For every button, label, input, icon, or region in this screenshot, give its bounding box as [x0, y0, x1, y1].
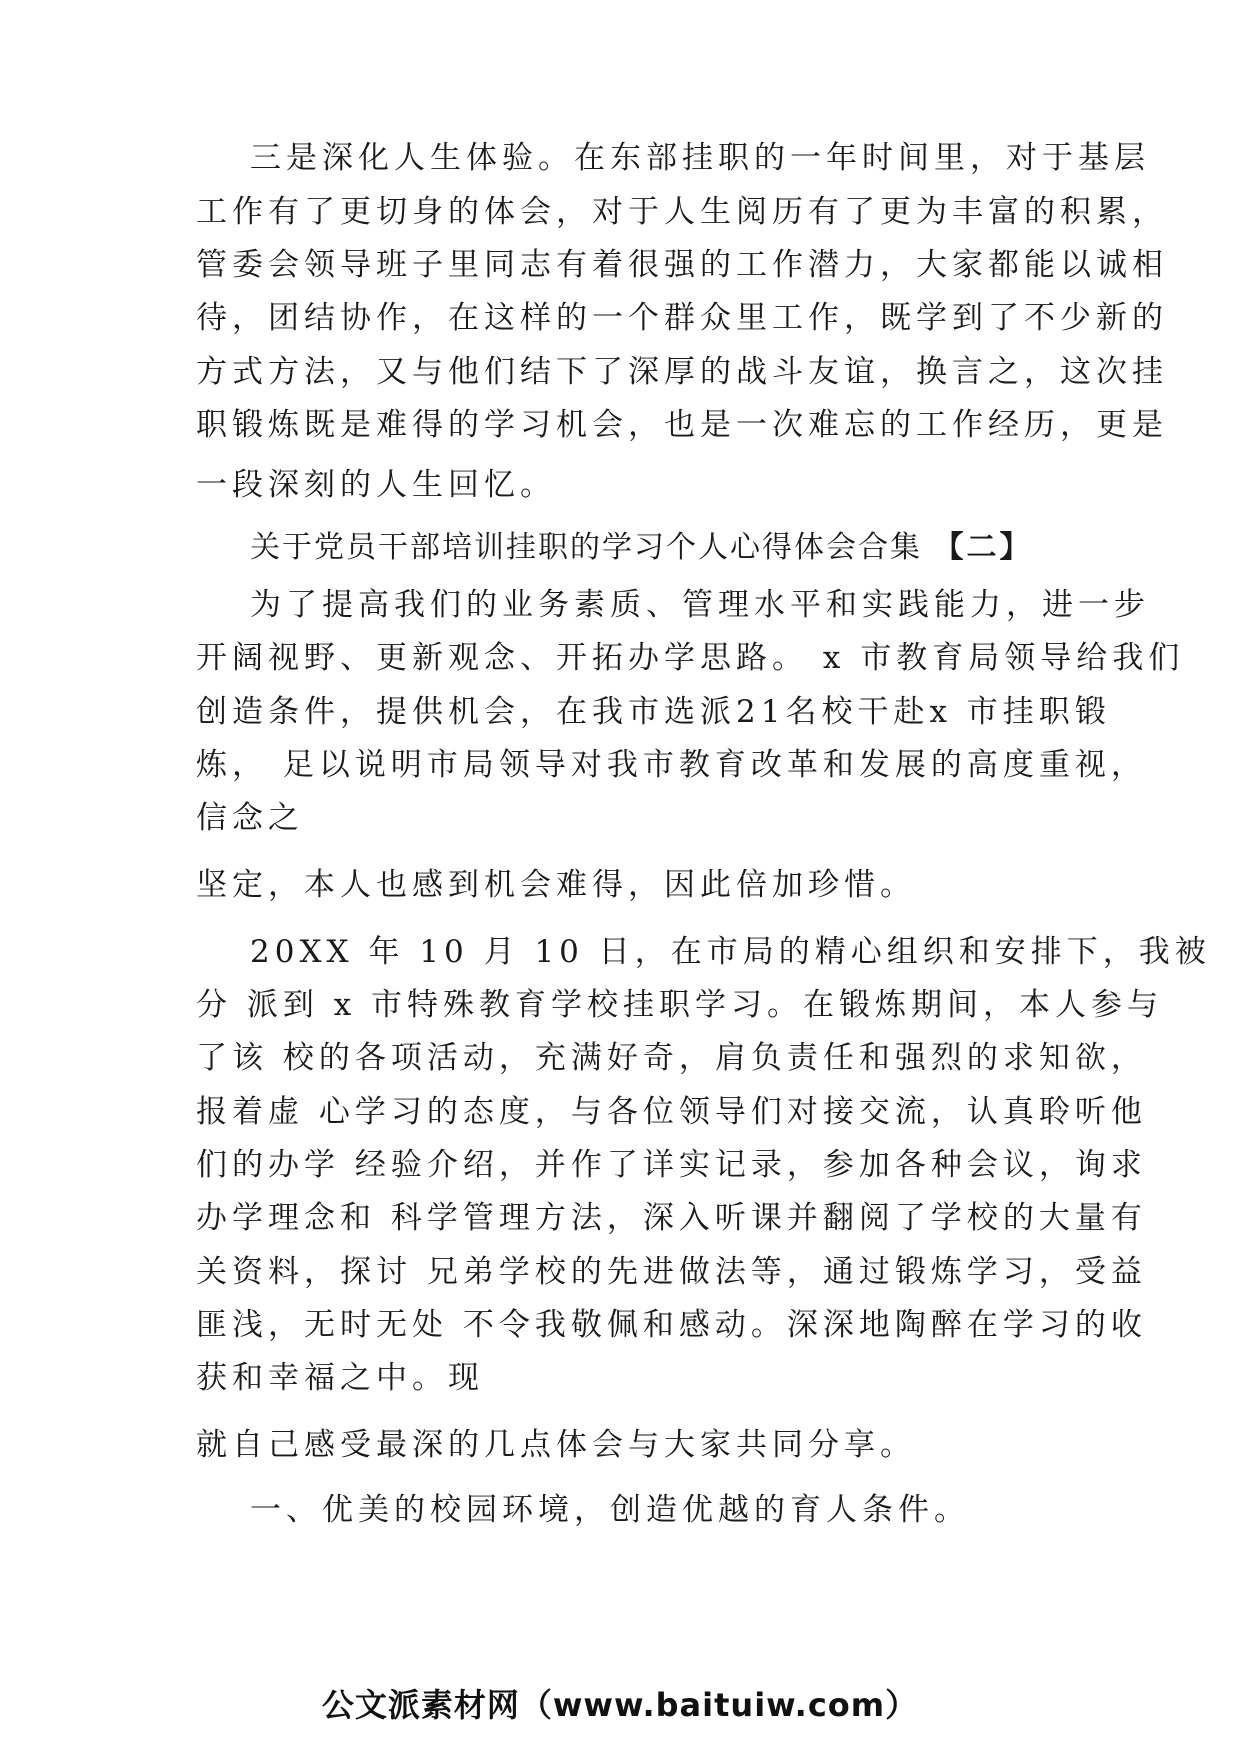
paragraph-line: 20XX 年 10 月 10 日，在市局的精心组织和安排下，我被 — [250, 934, 1211, 970]
paragraph-line: 管委会领导班子里同志有着很强的工作潜力，大家都能以诚相 — [196, 247, 1168, 283]
paragraph-line: 炼， 足以说明市局领导对我市教育改革和发展的高度重视， — [196, 747, 1147, 783]
paragraph-line: 报着虚 心学习的态度，与各位领导们对接交流，认真聆听他 — [196, 1094, 1147, 1130]
paragraph-line: 了该 校的各项活动，充满好奇，肩负责任和强烈的求知欲， — [196, 1040, 1147, 1076]
paragraph-line: 分 派到 x 市特殊教育学校挂职学习。在锻炼期间，本人参与 — [196, 987, 1164, 1023]
section-heading — [250, 528, 1033, 568]
paragraph-line: 方式方法，又与他们结下了深厚的战斗友谊，换言之，这次挂 — [196, 354, 1168, 390]
paragraph-line: 为了提高我们的业务素质、管理水平和实践能力，进一步 — [250, 587, 1150, 623]
paragraph-line: 三是深化人生体验。在东部挂职的一年时间里，对于基层 — [250, 140, 1150, 176]
paragraph-line: 办学理念和 科学管理方法，深入听课并翻阅了学校的大量有 — [196, 1200, 1147, 1236]
paragraph-line: 关资料，探讨 兄弟学校的先进做法等，通过锻炼学习，受益 — [196, 1254, 1147, 1290]
paragraph-line: 信念之 — [196, 800, 304, 836]
paragraph-line: 职锻炼既是难得的学习机会，也是一次难忘的工作经历，更是 — [196, 407, 1168, 443]
section-heading-bracket: 【二】 — [933, 530, 1033, 565]
paragraph-line: 获和幸福之中。现 — [196, 1360, 484, 1396]
paragraph-line: 创造条件，提供机会，在我市选派21名校干赴x 市挂职锻 — [196, 694, 1111, 730]
paragraph-line: 一、优美的校园环境，创造优越的育人条件。 — [250, 1492, 970, 1528]
paragraph-line: 匪浅，无时无处 不令我敬佩和感动。深深地陶醉在学习的收 — [196, 1307, 1147, 1343]
paragraph-line: 们的办学 经验介绍，并作了详实记录，参加各种会议，询求 — [196, 1147, 1147, 1183]
section-heading-text: 关于党员干部培训挂职的学习个人心得体会合集 — [250, 530, 922, 565]
paragraph-line: 就自己感受最深的几点体会与大家共同分享。 — [196, 1427, 916, 1463]
paragraph-line: 工作有了更切身的体会，对于人生阅历有了更为丰富的积累， — [196, 194, 1168, 230]
paragraph-line: 待，团结协作，在这样的一个群众里工作，既学到了不少新的 — [196, 300, 1168, 336]
paragraph-line: 一段深刻的人生回忆。 — [196, 467, 556, 503]
footer-watermark: 公文派素材网（www.baituiw.com） — [321, 1686, 919, 1724]
paragraph-line: 坚定，本人也感到机会难得，因此倍加珍惜。 — [196, 867, 916, 903]
paragraph-line: 开阔视野、更新观念、开拓办学思路。 x 市教育局领导给我们 — [196, 640, 1185, 676]
